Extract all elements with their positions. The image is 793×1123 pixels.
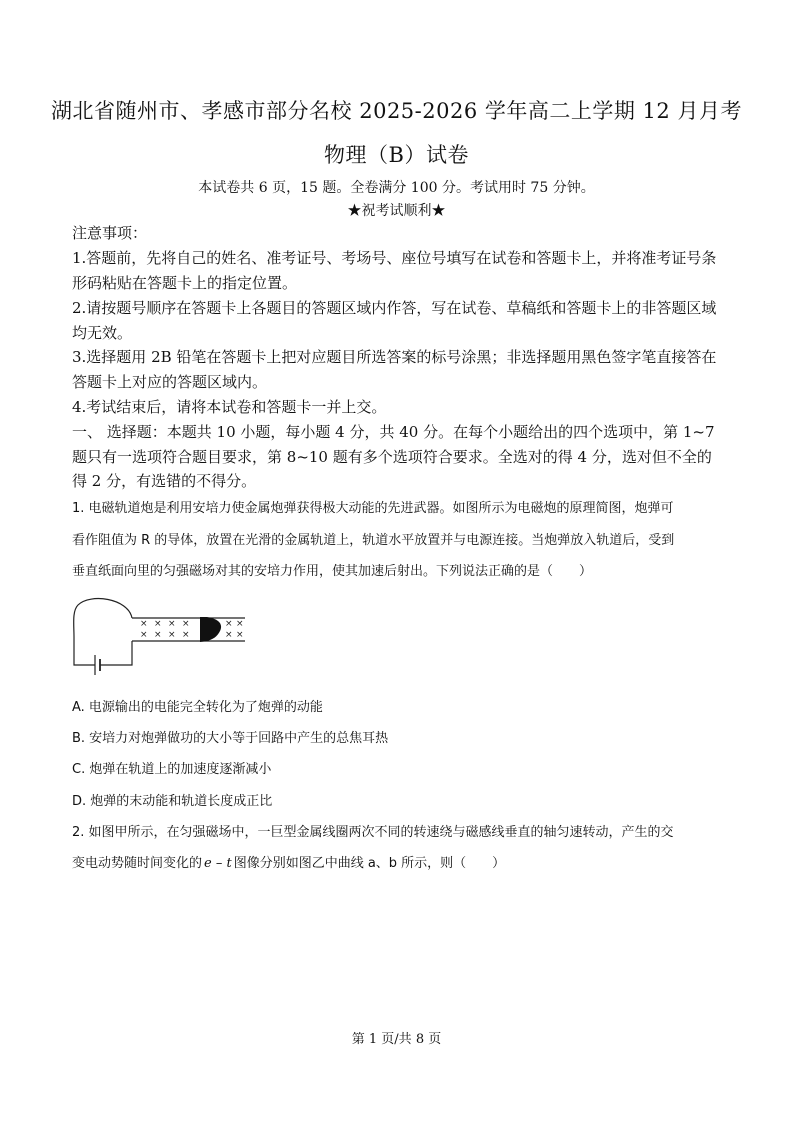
notes-item-4: 4.考试结束后，请将本试卷和答题卡一并上交。	[72, 398, 387, 416]
q1-option-a: A. 电源输出的电能完全转化为了炮弹的动能	[72, 700, 323, 715]
notes-item-3: 3.选择题用 2B 铅笔在答题卡上把对应题目所选答案的标号涂黑；非选择题用黑色签字笔直接答在答题卡上对应的答题区域内。	[72, 348, 717, 391]
notes-item-1: 1.答题前，先将自己的姓名、准考证号、考场号、座位号填写在试卷和答题卡上，并将准考证号条形码粘贴在答题卡上的指定位置。	[72, 249, 717, 292]
notes-heading: 注意事项：	[72, 224, 148, 242]
exam-info: 本试卷共 6 页，15 题。全卷满分 100 分。考试用时 75 分钟。	[198, 180, 595, 196]
field-mark: ×	[168, 619, 176, 629]
field-mark: ×	[182, 619, 190, 629]
q2-stem-line1: 2. 如图甲所示，在匀强磁场中，一巨型金属线圈两次不同的转速绕与磁感线垂直的轴匀速转动，产生的交	[72, 825, 674, 840]
field-mark: ×	[154, 630, 162, 640]
q1-stem-line3: 垂直纸面向里的匀强磁场对其的安培力作用，使其加速后射出。下列说法正确的是（ ）	[72, 564, 593, 579]
q2-stem-line2	[72, 856, 727, 872]
q1-stem-line2: 看作阻值为 R 的导体，放置在光滑的金属轨道上，轨道水平放置并与电源连接。当炮弹放入轨道后，受到	[72, 533, 675, 548]
circuit-wire-return	[100, 641, 132, 665]
q2-formula: e – t	[204, 856, 232, 871]
q2-stem-line2-post: 图像分别如图乙中曲线 a、b 所示，则（ ）	[233, 856, 506, 871]
field-mark: ×	[168, 630, 176, 640]
q1-stem-line1: 1. 电磁轨道炮是利用安培力使金属炮弹获得极大动能的先进武器。如图所示为电磁炮的原理简图，炮弹可	[72, 501, 674, 516]
field-mark: ×	[182, 630, 190, 640]
projectile-icon	[200, 617, 221, 642]
exam-title-line2: 物理（B）试卷	[324, 143, 469, 167]
field-mark: ×	[140, 630, 148, 640]
field-mark: ×	[225, 619, 233, 629]
circuit-wire	[74, 599, 132, 665]
exam-wish: ★祝考试顺利★	[347, 203, 446, 219]
q1-option-c: C. 炮弹在轨道上的加速度逐渐减小	[72, 762, 272, 777]
field-mark: ×	[236, 619, 244, 629]
exam-title-line1: 湖北省随州市、孝感市部分名校 2025-2026 学年高二上学期 12 月月考	[51, 99, 742, 123]
field-mark: ×	[140, 619, 148, 629]
q2-stem-line2-pre: 变电动势随时间变化的	[72, 856, 203, 871]
section1-instructions: 一、 选择题：本题共 10 小题，每小题 4 分，共 40 分。在每个小题给出的四个选项中，第 1~7 题只有一选项符合题目要求，第 8~10 题有多个选项符合要求。全选对的得 4 分，选对但不全的得 2 分，有选错的不得分。	[72, 423, 715, 490]
field-mark: ×	[236, 630, 244, 640]
field-mark: ×	[154, 619, 162, 629]
q1-option-d: D. 炮弹的末动能和轨道长度成正比	[72, 794, 273, 809]
notes-item-2: 2.请按题号顺序在答题卡上各题目的答题区域内作答，写在试卷、草稿纸和答题卡上的非答题区域均无效。	[72, 299, 717, 342]
railgun-diagram	[70, 595, 250, 675]
field-mark: ×	[225, 630, 233, 640]
q1-option-b: B. 安培力对炮弹做功的大小等于回路中产生的总焦耳热	[72, 731, 389, 746]
page-footer: 第 1 页/共 8 页	[351, 1032, 442, 1047]
